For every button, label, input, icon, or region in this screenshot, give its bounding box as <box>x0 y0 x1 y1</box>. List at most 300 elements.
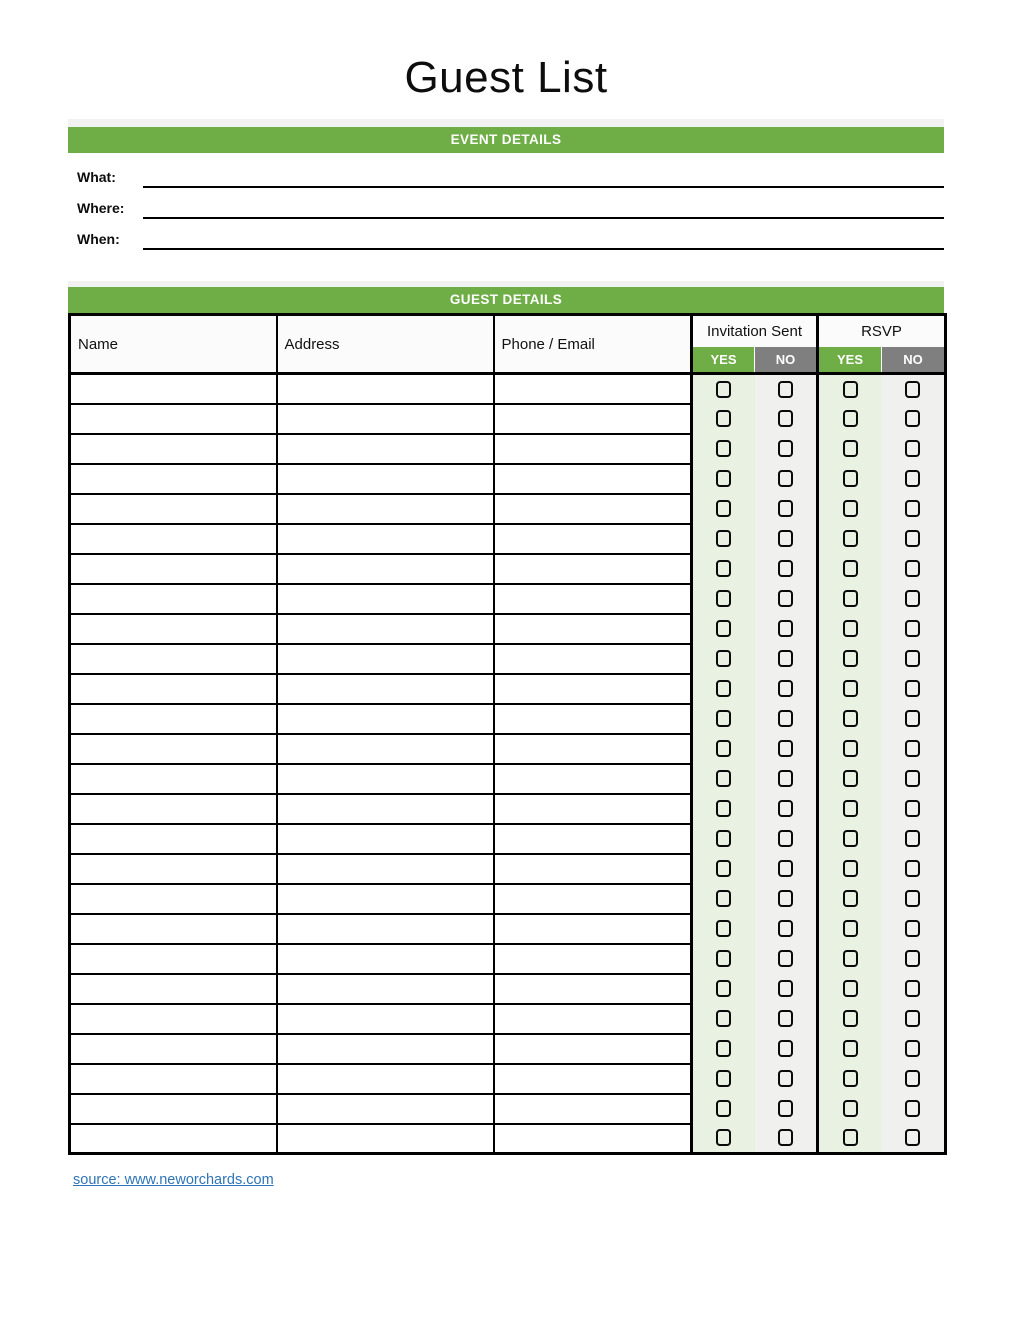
invitation-no-checkbox[interactable] <box>778 470 793 487</box>
rsvp-no-cell[interactable] <box>882 1094 946 1124</box>
invitation-yes-cell[interactable] <box>692 434 755 464</box>
guest-address-cell[interactable] <box>277 494 494 524</box>
guest-phone-email-cell[interactable] <box>494 434 692 464</box>
invitation-yes-cell[interactable] <box>692 704 755 734</box>
invitation-yes-checkbox[interactable] <box>716 800 731 817</box>
guest-address-cell[interactable] <box>277 614 494 644</box>
guest-row <box>70 1064 946 1094</box>
guest-address-cell[interactable] <box>277 674 494 704</box>
guest-address-cell[interactable] <box>277 644 494 674</box>
guest-phone-email-cell[interactable] <box>494 524 692 554</box>
guest-row <box>70 1124 946 1154</box>
rsvp-yes-cell[interactable] <box>818 1094 882 1124</box>
rsvp-yes-cell[interactable] <box>818 884 882 914</box>
guest-name-cell[interactable] <box>70 704 277 734</box>
invitation-no-checkbox[interactable] <box>778 740 793 757</box>
invitation-yes-checkbox[interactable] <box>716 680 731 697</box>
guest-address-cell[interactable] <box>277 914 494 944</box>
invitation-no-checkbox[interactable] <box>778 800 793 817</box>
rsvp-no-checkbox[interactable] <box>905 1040 920 1057</box>
guest-phone-email-cell[interactable] <box>494 1064 692 1094</box>
rsvp-no-checkbox[interactable] <box>905 620 920 637</box>
invitation-no-cell[interactable] <box>755 1034 818 1064</box>
rsvp-no-cell[interactable] <box>882 794 946 824</box>
guest-address-cell[interactable] <box>277 524 494 554</box>
guest-phone-email-cell[interactable] <box>494 854 692 884</box>
rsvp-no-cell[interactable] <box>882 644 946 674</box>
where-field[interactable] <box>143 186 944 219</box>
rsvp-no-cell[interactable] <box>882 614 946 644</box>
rsvp-yes-checkbox[interactable] <box>843 440 858 457</box>
invitation-no-checkbox[interactable] <box>778 560 793 577</box>
rsvp-yes-checkbox[interactable] <box>843 590 858 607</box>
rsvp-yes-cell[interactable] <box>818 1124 882 1154</box>
rsvp-yes-checkbox[interactable] <box>843 1070 858 1087</box>
rsvp-no-cell[interactable] <box>882 374 946 404</box>
rsvp-no-cell[interactable] <box>882 494 946 524</box>
guest-address-cell[interactable] <box>277 1124 494 1154</box>
invitation-yes-cell[interactable] <box>692 794 755 824</box>
guest-phone-email-cell[interactable] <box>494 704 692 734</box>
guest-phone-email-cell[interactable] <box>494 1034 692 1064</box>
rsvp-no-cell[interactable] <box>882 824 946 854</box>
invitation-no-cell[interactable] <box>755 884 818 914</box>
invitation-yes-checkbox[interactable] <box>716 920 731 937</box>
invitation-no-checkbox[interactable] <box>778 1010 793 1027</box>
invitation-yes-cell[interactable] <box>692 404 755 434</box>
rsvp-no-cell[interactable] <box>882 1064 946 1094</box>
invitation-yes-checkbox[interactable] <box>716 1070 731 1087</box>
what-label: What: <box>77 169 116 185</box>
rsvp-yes-checkbox[interactable] <box>843 740 858 757</box>
invitation-yes-cell[interactable] <box>692 584 755 614</box>
event-fields <box>68 157 944 250</box>
rsvp-no-checkbox[interactable] <box>905 1070 920 1087</box>
rsvp-yes-checkbox[interactable] <box>843 950 858 967</box>
guest-name-cell[interactable] <box>70 524 277 554</box>
rsvp-no-checkbox[interactable] <box>905 740 920 757</box>
invitation-no-cell[interactable] <box>755 1004 818 1034</box>
invitation-yes-cell[interactable] <box>692 1034 755 1064</box>
rsvp-no-checkbox[interactable] <box>905 1129 920 1146</box>
guest-address-cell[interactable] <box>277 794 494 824</box>
invitation-no-checkbox[interactable] <box>778 500 793 517</box>
invitation-yes-cell[interactable] <box>692 644 755 674</box>
rsvp-yes-checkbox[interactable] <box>843 860 858 877</box>
guest-name-cell[interactable] <box>70 434 277 464</box>
invitation-yes-checkbox[interactable] <box>716 740 731 757</box>
rsvp-no-checkbox[interactable] <box>905 950 920 967</box>
rsvp-yes-checkbox[interactable] <box>843 530 858 547</box>
rsvp-no-checkbox[interactable] <box>905 470 920 487</box>
rsvp-yes-cell[interactable] <box>818 584 882 614</box>
rsvp-yes-checkbox[interactable] <box>843 620 858 637</box>
guest-name-cell[interactable] <box>70 374 277 404</box>
invitation-no-cell[interactable] <box>755 464 818 494</box>
guest-phone-email-cell[interactable] <box>494 764 692 794</box>
invitation-no-cell[interactable] <box>755 944 818 974</box>
invitation-no-checkbox[interactable] <box>778 650 793 667</box>
rsvp-yes-cell[interactable] <box>818 944 882 974</box>
rsvp-no-checkbox[interactable] <box>905 1100 920 1117</box>
rsvp-no-checkbox[interactable] <box>905 530 920 547</box>
invitation-yes-checkbox[interactable] <box>716 530 731 547</box>
invitation-yes-checkbox[interactable] <box>716 1040 731 1057</box>
guest-name-cell[interactable] <box>70 1004 277 1034</box>
source-link[interactable]: source: www.neworchards.com <box>73 1172 274 1188</box>
invitation-no-cell[interactable] <box>755 764 818 794</box>
guest-phone-email-cell[interactable] <box>494 884 692 914</box>
rsvp-yes-checkbox[interactable] <box>843 560 858 577</box>
guest-address-cell[interactable] <box>277 1094 494 1124</box>
invitation-yes-checkbox[interactable] <box>716 500 731 517</box>
invitation-yes-cell[interactable] <box>692 914 755 944</box>
rsvp-yes-cell[interactable] <box>818 704 882 734</box>
invitation-no-cell[interactable] <box>755 1094 818 1124</box>
rsvp-yes-checkbox[interactable] <box>843 830 858 847</box>
rsvp-yes-cell[interactable] <box>818 644 882 674</box>
guest-phone-email-cell[interactable] <box>494 644 692 674</box>
guest-address-cell[interactable] <box>277 704 494 734</box>
invitation-yes-cell[interactable] <box>692 524 755 554</box>
rsvp-yes-cell[interactable] <box>818 404 882 434</box>
guest-phone-email-cell[interactable] <box>494 1094 692 1124</box>
rsvp-yes-checkbox[interactable] <box>843 800 858 817</box>
invitation-no-checkbox[interactable] <box>778 680 793 697</box>
rsvp-no-checkbox[interactable] <box>905 830 920 847</box>
guest-address-cell[interactable] <box>277 884 494 914</box>
invitation-yes-cell[interactable] <box>692 494 755 524</box>
guest-name-cell[interactable] <box>70 584 277 614</box>
guest-phone-email-cell[interactable] <box>494 914 692 944</box>
guest-address-cell[interactable] <box>277 734 494 764</box>
guest-phone-email-cell[interactable] <box>494 1004 692 1034</box>
guest-phone-email-cell[interactable] <box>494 464 692 494</box>
rsvp-yes-checkbox[interactable] <box>843 410 858 427</box>
guest-name-cell[interactable] <box>70 734 277 764</box>
invitation-yes-cell[interactable] <box>692 674 755 704</box>
rsvp-no-checkbox[interactable] <box>905 890 920 907</box>
invitation-yes-checkbox[interactable] <box>716 590 731 607</box>
rsvp-yes-checkbox[interactable] <box>843 680 858 697</box>
rsvp-yes-checkbox[interactable] <box>843 1129 858 1146</box>
guest-name-cell[interactable] <box>70 824 277 854</box>
rsvp-no-cell[interactable] <box>882 734 946 764</box>
invitation-yes-checkbox[interactable] <box>716 980 731 997</box>
invitation-yes-checkbox[interactable] <box>716 710 731 727</box>
rsvp-no-checkbox[interactable] <box>905 590 920 607</box>
rsvp-no-checkbox[interactable] <box>905 560 920 577</box>
guest-address-cell[interactable] <box>277 584 494 614</box>
invitation-no-cell[interactable] <box>755 614 818 644</box>
guest-name-cell[interactable] <box>70 884 277 914</box>
guest-name-cell[interactable] <box>70 644 277 674</box>
invitation-no-checkbox[interactable] <box>778 1129 793 1146</box>
rsvp-yes-checkbox[interactable] <box>843 920 858 937</box>
invitation-yes-checkbox[interactable] <box>716 620 731 637</box>
rsvp-no-checkbox[interactable] <box>905 410 920 427</box>
rsvp-yes-cell[interactable] <box>818 824 882 854</box>
rsvp-yes-cell[interactable] <box>818 1034 882 1064</box>
rsvp-no-cell[interactable] <box>882 1004 946 1034</box>
invitation-no-checkbox[interactable] <box>778 980 793 997</box>
rsvp-no-cell[interactable] <box>882 764 946 794</box>
rsvp-yes-cell[interactable] <box>818 734 882 764</box>
rsvp-yes-cell[interactable] <box>818 974 882 1004</box>
invitation-no-checkbox[interactable] <box>778 1100 793 1117</box>
invitation-yes-cell[interactable] <box>692 1094 755 1124</box>
rsvp-no-cell[interactable] <box>882 884 946 914</box>
guest-address-cell[interactable] <box>277 554 494 584</box>
invitation-yes-checkbox[interactable] <box>716 470 731 487</box>
rsvp-yes-cell[interactable] <box>818 524 882 554</box>
guest-name-cell[interactable] <box>70 1064 277 1094</box>
field-row-where <box>68 188 944 219</box>
invitation-no-checkbox[interactable] <box>778 920 793 937</box>
when-field[interactable] <box>143 217 944 250</box>
guest-name-cell[interactable] <box>70 614 277 644</box>
invitation-yes-cell[interactable] <box>692 1004 755 1034</box>
guest-row <box>70 494 946 524</box>
guest-phone-email-cell[interactable] <box>494 734 692 764</box>
guest-phone-email-cell[interactable] <box>494 614 692 644</box>
invitation-no-checkbox[interactable] <box>778 440 793 457</box>
invitation-yes-cell[interactable] <box>692 824 755 854</box>
rsvp-yes-checkbox[interactable] <box>843 1010 858 1027</box>
rsvp-no-checkbox[interactable] <box>905 381 920 398</box>
guest-address-cell[interactable] <box>277 1034 494 1064</box>
rsvp-no-checkbox[interactable] <box>905 920 920 937</box>
rsvp-yes-cell[interactable] <box>818 464 882 494</box>
invitation-no-checkbox[interactable] <box>778 710 793 727</box>
invitation-no-cell[interactable] <box>755 674 818 704</box>
invitation-yes-cell[interactable] <box>692 884 755 914</box>
guest-phone-email-cell[interactable] <box>494 494 692 524</box>
field-row-when <box>68 219 944 250</box>
rsvp-no-cell[interactable] <box>882 854 946 884</box>
rsvp-no-checkbox[interactable] <box>905 800 920 817</box>
guest-name-cell[interactable] <box>70 494 277 524</box>
invitation-no-cell[interactable] <box>755 914 818 944</box>
invitation-no-cell[interactable] <box>755 704 818 734</box>
guest-phone-email-cell[interactable] <box>494 674 692 704</box>
guest-name-cell[interactable] <box>70 944 277 974</box>
invitation-yes-checkbox[interactable] <box>716 650 731 667</box>
guest-row <box>70 824 946 854</box>
invitation-no-cell[interactable] <box>755 494 818 524</box>
invitation-no-checkbox[interactable] <box>778 1070 793 1087</box>
invitation-no-checkbox[interactable] <box>778 950 793 967</box>
rsvp-no-checkbox[interactable] <box>905 680 920 697</box>
rsvp-no-cell[interactable] <box>882 674 946 704</box>
invitation-yes-checkbox[interactable] <box>716 860 731 877</box>
guest-phone-email-cell[interactable] <box>494 1124 692 1154</box>
rsvp-no-cell[interactable] <box>882 584 946 614</box>
invitation-yes-cell[interactable] <box>692 374 755 404</box>
rsvp-yes-cell[interactable] <box>818 1004 882 1034</box>
invitation-no-checkbox[interactable] <box>778 410 793 427</box>
invitation-no-checkbox[interactable] <box>778 860 793 877</box>
rsvp-yes-checkbox[interactable] <box>843 890 858 907</box>
guest-row <box>70 374 946 404</box>
rsvp-no-checkbox[interactable] <box>905 860 920 877</box>
rsvp-yes-checkbox[interactable] <box>843 770 858 787</box>
invitation-yes-cell[interactable] <box>692 1124 755 1154</box>
guest-name-cell[interactable] <box>70 404 277 434</box>
invitation-yes-cell[interactable] <box>692 764 755 794</box>
invitation-no-cell[interactable] <box>755 854 818 884</box>
guest-address-cell[interactable] <box>277 1064 494 1094</box>
rsvp-no-cell[interactable] <box>882 704 946 734</box>
rsvp-yes-cell[interactable] <box>818 674 882 704</box>
guest-phone-email-cell[interactable] <box>494 584 692 614</box>
invitation-no-cell[interactable] <box>755 554 818 584</box>
rsvp-no-cell[interactable] <box>882 554 946 584</box>
invitation-no-cell[interactable] <box>755 1124 818 1154</box>
invitation-yes-checkbox[interactable] <box>716 770 731 787</box>
invitation-no-checkbox[interactable] <box>778 590 793 607</box>
invitation-no-checkbox[interactable] <box>778 1040 793 1057</box>
rsvp-no-checkbox[interactable] <box>905 770 920 787</box>
guest-name-cell[interactable] <box>70 794 277 824</box>
invitation-no-checkbox[interactable] <box>778 381 793 398</box>
guest-phone-email-cell[interactable] <box>494 794 692 824</box>
guest-row <box>70 1004 946 1034</box>
guest-phone-email-cell[interactable] <box>494 554 692 584</box>
invitation-no-cell[interactable] <box>755 1064 818 1094</box>
invitation-yes-checkbox[interactable] <box>716 1100 731 1117</box>
rsvp-no-cell[interactable] <box>882 974 946 1004</box>
rsvp-yes-checkbox[interactable] <box>843 1040 858 1057</box>
guest-address-cell[interactable] <box>277 824 494 854</box>
invitation-no-cell[interactable] <box>755 734 818 764</box>
guest-address-cell[interactable] <box>277 464 494 494</box>
rsvp-yes-checkbox[interactable] <box>843 470 858 487</box>
rsvp-yes-cell[interactable] <box>818 914 882 944</box>
rsvp-no-cell[interactable] <box>882 464 946 494</box>
invitation-yes-cell[interactable] <box>692 464 755 494</box>
invitation-yes-checkbox[interactable] <box>716 560 731 577</box>
rsvp-no-cell[interactable] <box>882 1034 946 1064</box>
guest-address-cell[interactable] <box>277 434 494 464</box>
rsvp-no-checkbox[interactable] <box>905 440 920 457</box>
invitation-yes-checkbox[interactable] <box>716 1010 731 1027</box>
rsvp-yes-checkbox[interactable] <box>843 381 858 398</box>
rsvp-yes-checkbox[interactable] <box>843 980 858 997</box>
guest-address-cell[interactable] <box>277 764 494 794</box>
guest-name-cell[interactable] <box>70 1034 277 1064</box>
rsvp-yes-cell[interactable] <box>818 1064 882 1094</box>
invitation-yes-cell[interactable] <box>692 554 755 584</box>
rsvp-no-cell[interactable] <box>882 1124 946 1154</box>
invitation-no-checkbox[interactable] <box>778 620 793 637</box>
rsvp-yes-cell[interactable] <box>818 764 882 794</box>
guest-name-cell[interactable] <box>70 914 277 944</box>
guest-name-cell[interactable] <box>70 974 277 1004</box>
invitation-no-cell[interactable] <box>755 584 818 614</box>
rsvp-yes-cell[interactable] <box>818 494 882 524</box>
guest-phone-email-cell[interactable] <box>494 974 692 1004</box>
invitation-no-checkbox[interactable] <box>778 830 793 847</box>
invitation-no-checkbox[interactable] <box>778 770 793 787</box>
rsvp-no-cell[interactable] <box>882 944 946 974</box>
guest-address-cell[interactable] <box>277 854 494 884</box>
invitation-yes-checkbox[interactable] <box>716 410 731 427</box>
invitation-no-checkbox[interactable] <box>778 890 793 907</box>
guest-phone-email-cell[interactable] <box>494 404 692 434</box>
rsvp-no-checkbox[interactable] <box>905 500 920 517</box>
invitation-no-cell[interactable] <box>755 794 818 824</box>
invitation-yes-cell[interactable] <box>692 734 755 764</box>
rsvp-no-checkbox[interactable] <box>905 1010 920 1027</box>
invitation-yes-checkbox[interactable] <box>716 890 731 907</box>
rsvp-no-cell[interactable] <box>882 434 946 464</box>
rsvp-no-cell[interactable] <box>882 914 946 944</box>
invitation-yes-cell[interactable] <box>692 614 755 644</box>
guest-name-cell[interactable] <box>70 1124 277 1154</box>
invitation-yes-cell[interactable] <box>692 854 755 884</box>
invitation-no-cell[interactable] <box>755 824 818 854</box>
guest-phone-email-cell[interactable] <box>494 824 692 854</box>
guest-name-cell[interactable] <box>70 554 277 584</box>
invitation-yes-checkbox[interactable] <box>716 1129 731 1146</box>
invitation-yes-checkbox[interactable] <box>716 440 731 457</box>
invitation-no-cell[interactable] <box>755 434 818 464</box>
rsvp-yes-cell[interactable] <box>818 434 882 464</box>
invitation-yes-checkbox[interactable] <box>716 381 731 398</box>
rsvp-yes-checkbox[interactable] <box>843 1100 858 1117</box>
rsvp-yes-checkbox[interactable] <box>843 500 858 517</box>
rsvp-yes-cell[interactable] <box>818 374 882 404</box>
guest-name-cell[interactable] <box>70 674 277 704</box>
guest-phone-email-cell[interactable] <box>494 944 692 974</box>
invitation-no-cell[interactable] <box>755 524 818 554</box>
invitation-yes-cell[interactable] <box>692 1064 755 1094</box>
guest-address-cell[interactable] <box>277 374 494 404</box>
rsvp-yes-cell[interactable] <box>818 794 882 824</box>
rsvp-no-checkbox[interactable] <box>905 710 920 727</box>
rsvp-no-checkbox[interactable] <box>905 980 920 997</box>
guest-name-cell[interactable] <box>70 854 277 884</box>
guest-address-cell[interactable] <box>277 404 494 434</box>
rsvp-no-cell[interactable] <box>882 524 946 554</box>
rsvp-no-checkbox[interactable] <box>905 650 920 667</box>
rsvp-yes-cell[interactable] <box>818 554 882 584</box>
guest-address-cell[interactable] <box>277 944 494 974</box>
invitation-yes-cell[interactable] <box>692 974 755 1004</box>
rsvp-yes-cell[interactable] <box>818 854 882 884</box>
invitation-no-cell[interactable] <box>755 404 818 434</box>
guest-address-cell[interactable] <box>277 974 494 1004</box>
guest-name-cell[interactable] <box>70 464 277 494</box>
invitation-no-cell[interactable] <box>755 644 818 674</box>
invitation-no-cell[interactable] <box>755 974 818 1004</box>
invitation-yes-cell[interactable] <box>692 944 755 974</box>
guest-address-cell[interactable] <box>277 1004 494 1034</box>
invitation-no-cell[interactable] <box>755 374 818 404</box>
invitation-yes-checkbox[interactable] <box>716 950 731 967</box>
guest-name-cell[interactable] <box>70 1094 277 1124</box>
invitation-yes-checkbox[interactable] <box>716 830 731 847</box>
guest-phone-email-cell[interactable] <box>494 374 692 404</box>
rsvp-yes-checkbox[interactable] <box>843 650 858 667</box>
rsvp-no-cell[interactable] <box>882 404 946 434</box>
rsvp-yes-checkbox[interactable] <box>843 710 858 727</box>
what-field[interactable] <box>143 155 944 188</box>
guest-name-cell[interactable] <box>70 764 277 794</box>
invitation-no-checkbox[interactable] <box>778 530 793 547</box>
rsvp-yes-cell[interactable] <box>818 614 882 644</box>
